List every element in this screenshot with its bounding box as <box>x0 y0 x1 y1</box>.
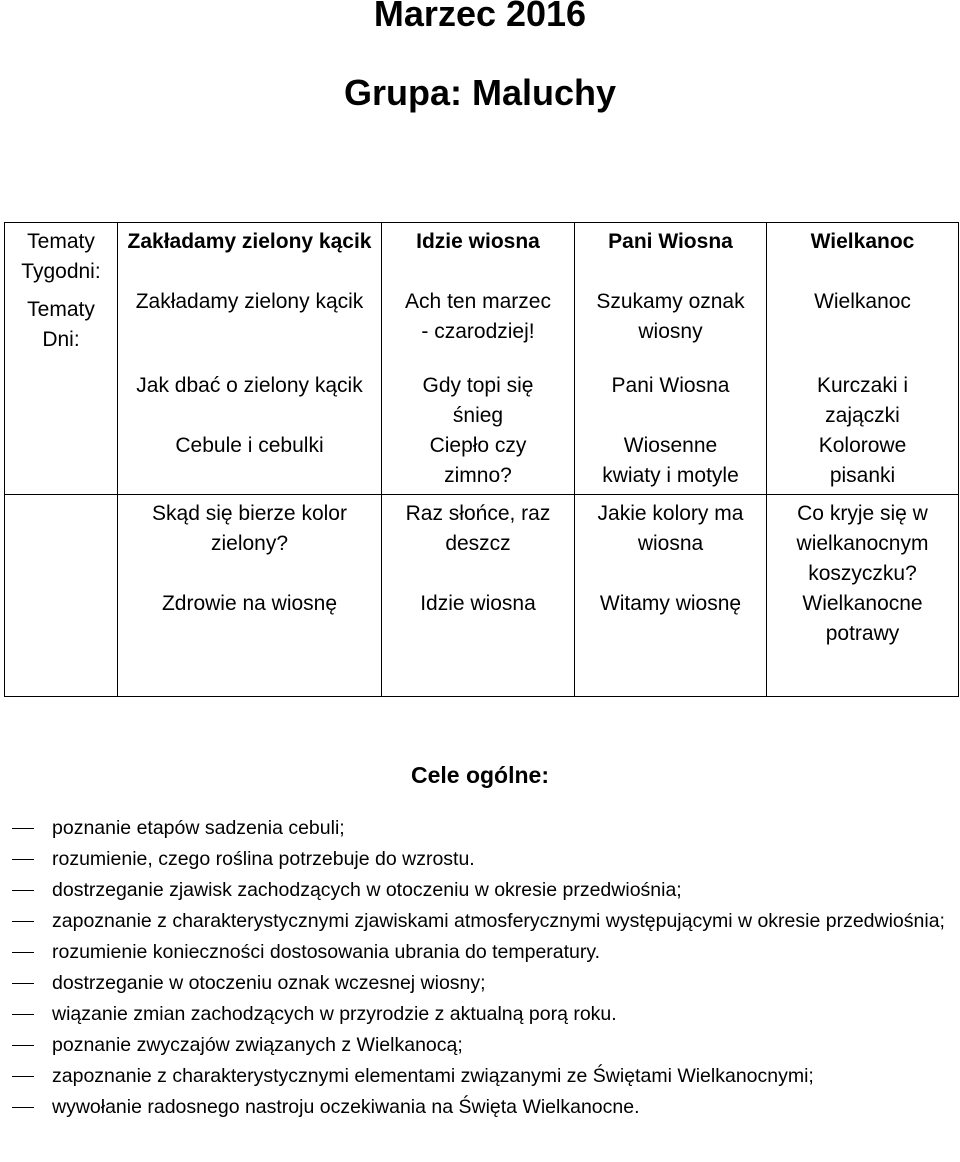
goal-item <box>0 813 960 844</box>
week-column <box>382 495 575 697</box>
week-title: Pani Wiosna <box>608 230 733 253</box>
day-item: Co kryje się w wielkanocnym koszyczku? <box>796 502 929 585</box>
weekly-plan-table <box>4 222 959 697</box>
day-item: Wielkanoc <box>814 290 911 313</box>
day-item: Pani Wiosna <box>611 374 730 397</box>
week-column <box>118 223 382 495</box>
day-item: Ach ten marzec - czarodziej! <box>405 290 551 343</box>
goal-text: dostrzeganie w otoczeniu oznak wczesnej wiosny; <box>52 972 486 994</box>
goal-text: rozumienie konieczności dostosowania ubrania do temperatury. <box>52 941 601 963</box>
week-title: Zakładamy zielony kącik <box>127 230 372 253</box>
week-column <box>382 223 575 495</box>
day-item: Jak dbać o zielony kącik <box>136 374 363 397</box>
label-days-line1: Tematy <box>27 298 95 321</box>
day-item: Ciepło czy zimno? <box>429 434 527 487</box>
goal-item <box>0 1092 960 1123</box>
day-item: Cebule i cebulki <box>175 434 324 457</box>
label-weeks-line1: Tematy <box>27 230 95 253</box>
goal-item <box>0 1030 960 1061</box>
goal-item <box>0 937 960 968</box>
day-item: Kurczaki i zajączki <box>816 374 909 427</box>
label-weeks-line2: Tygodni: <box>21 260 101 283</box>
goals-list <box>0 813 960 1123</box>
day-item: Witamy wiosnę <box>599 592 742 615</box>
day-item: Idzie wiosna <box>420 592 536 615</box>
day-item: Jakie kolory ma wiosna <box>597 502 744 555</box>
goal-text: zapoznanie z charakterystycznymi elementami związanymi ze Świętami Wielkanocnymi; <box>52 1065 814 1087</box>
goal-item <box>0 1061 960 1092</box>
group-title: Grupa: Maluchy <box>343 72 617 113</box>
day-item: Gdy topi się śnieg <box>422 374 534 427</box>
goal-text: wiązanie zmian zachodzących w przyrodzie z aktualną porą roku. <box>52 1003 617 1025</box>
goal-text: dostrzeganie zjawisk zachodzących w otoczeniu w okresie przedwiośnia; <box>52 879 682 901</box>
page-title: Marzec 2016 <box>373 0 587 34</box>
row-label-cell <box>5 223 118 495</box>
day-item: Raz słońce, raz deszcz <box>405 502 551 555</box>
day-item: Szukamy oznak wiosny <box>596 290 745 343</box>
day-item: Kolorowe pisanki <box>818 434 907 487</box>
goal-text: poznanie etapów sadzenia cebuli; <box>52 817 345 839</box>
week-column <box>575 495 767 697</box>
goal-text: zapoznanie z charakterystycznymi zjawiskami atmosferycznymi występującymi w okresie przedwiośnia; <box>52 910 945 932</box>
goal-item <box>0 968 960 999</box>
week-column <box>575 223 767 495</box>
day-item: Zakładamy zielony kącik <box>135 290 364 313</box>
goal-item <box>0 844 960 875</box>
week-title: Idzie wiosna <box>416 230 540 253</box>
label-days-line2: Dni: <box>42 328 80 351</box>
day-item: Skąd się bierze kolor zielony? <box>152 502 347 555</box>
row-label-cell-empty <box>5 495 118 697</box>
week-title: Wielkanoc <box>810 230 915 253</box>
week-column <box>767 223 959 495</box>
day-item: Zdrowie na wiosnę <box>161 592 338 615</box>
day-item: Wielkanocne potrawy <box>802 592 923 645</box>
goal-item <box>0 906 960 937</box>
week-column <box>767 495 959 697</box>
goals-heading: Cele ogólne: <box>410 762 549 788</box>
goal-text: wywołanie radosnego nastroju oczekiwania na Święta Wielkanocne. <box>52 1096 640 1118</box>
week-column <box>118 495 382 697</box>
goal-text: poznanie zwyczajów związanych z Wielkanocą; <box>52 1034 463 1056</box>
goal-text: rozumienie, czego roślina potrzebuje do wzrostu. <box>52 848 475 870</box>
goal-item <box>0 999 960 1030</box>
goal-item <box>0 875 960 906</box>
day-item: Wiosenne kwiaty i motyle <box>602 434 739 487</box>
